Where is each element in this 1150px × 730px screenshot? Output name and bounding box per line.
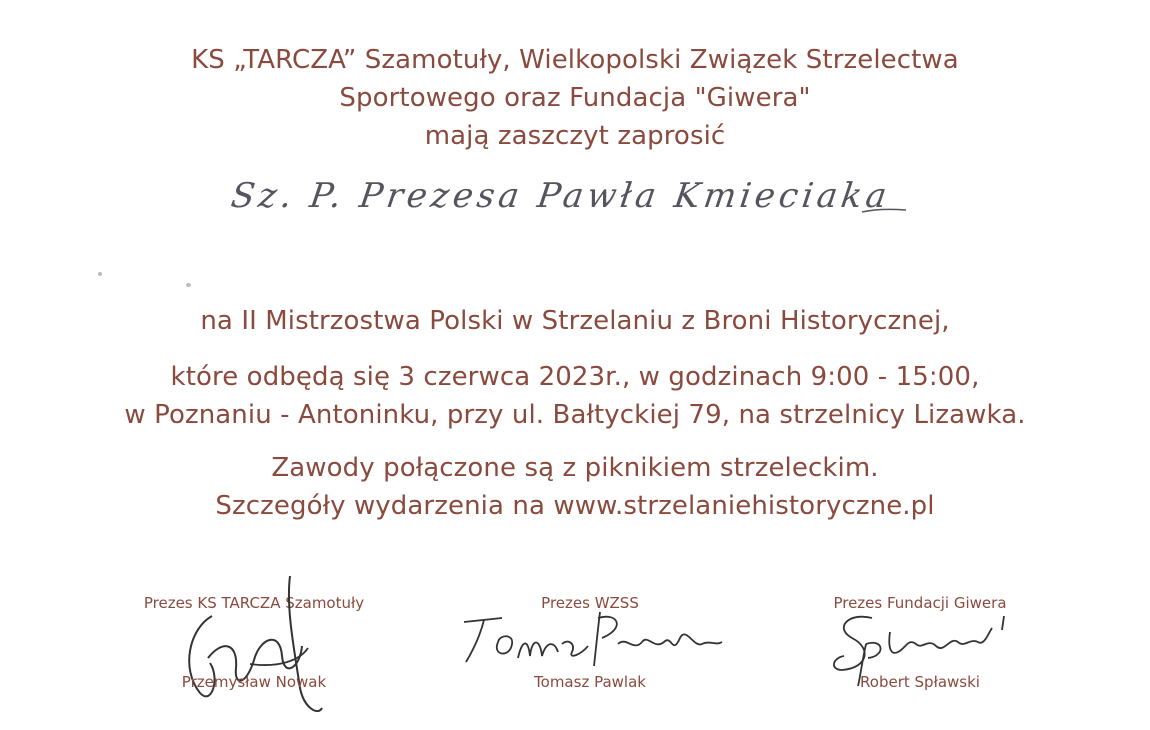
pen-flourish (860, 204, 910, 218)
date-time-line: które odbędą się 3 czerwca 2023r., w godzinach 9:00 - 15:00, (170, 362, 980, 392)
header-line-3: mają zaszczyt zaprosić (424, 121, 726, 151)
event-line: na II Mistrzostwa Polski w Strzelaniu z Broni Historycznej, (200, 306, 950, 336)
signature-2 (458, 608, 728, 672)
handwritten-recipient: Sz. P. Prezesa Pawła Kmieciaka (228, 176, 893, 216)
signature-1 (150, 568, 350, 718)
scan-speck (186, 283, 191, 287)
header-line-1: KS „TARCZA” Szamotuły, Wielkopolski Związek Strzelectwa (191, 45, 959, 75)
header-line-2: Sportowego oraz Fundacja "Giwera" (339, 83, 811, 113)
signature-title-1: Prezes KS TARCZA Szamotuły (143, 594, 365, 612)
details-line: Szczegóły wydarzenia na www.strzelaniehistoryczne.pl (215, 491, 935, 521)
signature-title-3: Prezes Fundacji Giwera (833, 594, 1007, 612)
signature-name-1: Przemysław Nowak (181, 673, 327, 691)
signature-name-2: Tomasz Pawlak (534, 673, 646, 691)
scan-speck (98, 272, 102, 276)
signature-title-2: Prezes WZSS (541, 594, 639, 612)
picnic-line: Zawody połączone są z piknikiem strzeleckim. (271, 453, 879, 483)
location-line: w Poznaniu - Antoninku, przy ul. Bałtyckiej 79, na strzelnicy Lizawka. (124, 400, 1026, 430)
signature-name-3: Robert Spławski (860, 673, 980, 691)
